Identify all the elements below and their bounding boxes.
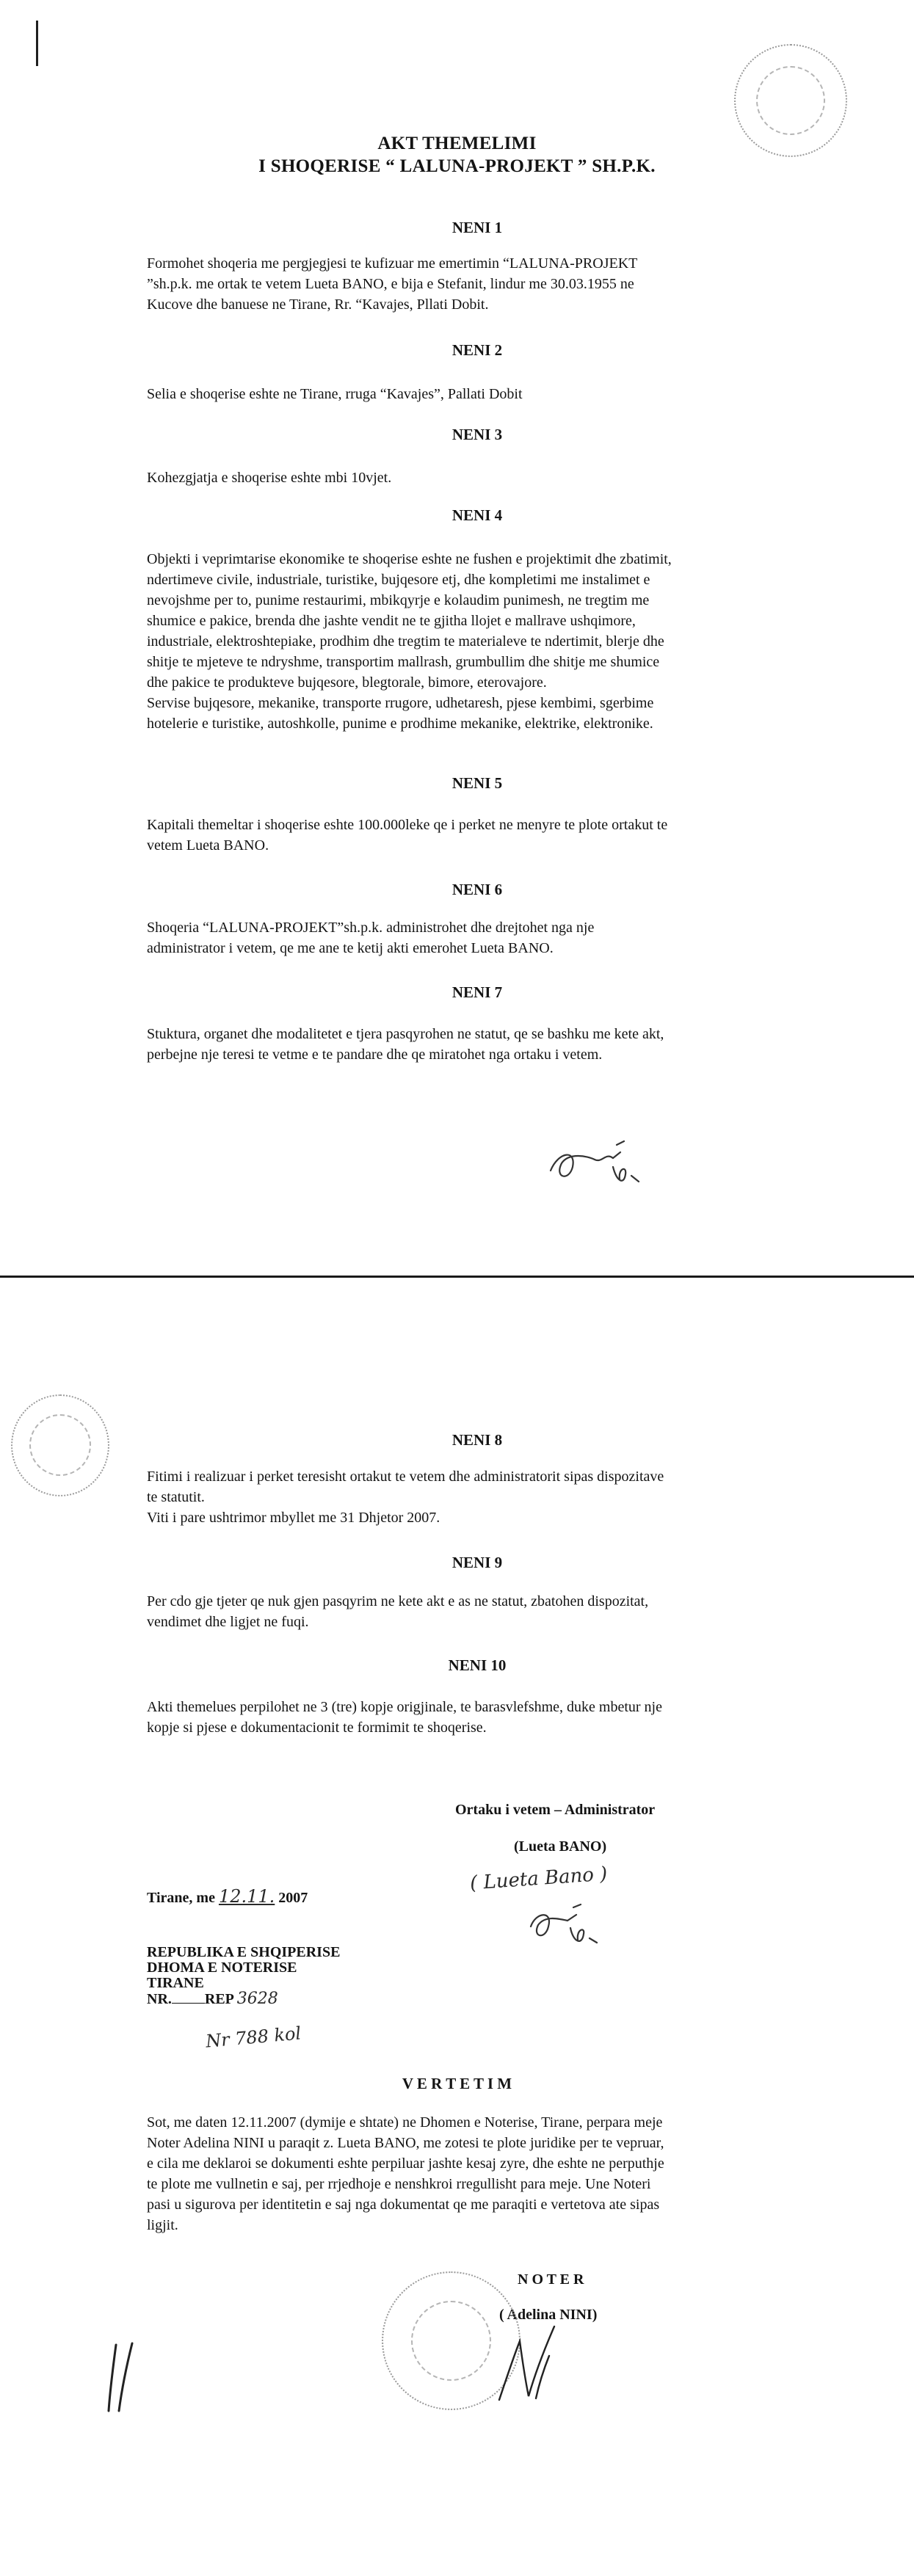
text-line: Fitimi i realizuar i perket teresisht ortakut te vetem dhe administratorit sipas dispozitave bbox=[147, 1469, 664, 1485]
text-line: Kohezgjatja e shoqerise eshte mbi 10vjet. bbox=[147, 470, 392, 486]
noter-name: ( Adelina NINI) bbox=[499, 2307, 598, 2323]
place-date-prefix: Tirane, me bbox=[147, 1890, 215, 1906]
notary-seal-stamp-left-inner bbox=[29, 1414, 91, 1476]
signature-page1 bbox=[543, 1130, 653, 1196]
handwritten-signatory-name: ( Lueta Bano ) bbox=[469, 1863, 609, 1895]
text-line: Noter Adelina NINI u paraqit z. Lueta BANO, me zotesi te plote juridike per te vepruar, bbox=[147, 2135, 664, 2151]
article-heading: NENI 6 bbox=[451, 881, 503, 898]
article-heading: NENI 1 bbox=[451, 219, 503, 236]
notary-seal-stamp-top-inner bbox=[756, 66, 825, 135]
text-line: shumice e pakice, brenda dhe jashte vendit ne te gjitha llojet e mallrave ushqimore, bbox=[147, 613, 636, 629]
article-body bbox=[147, 1697, 811, 1738]
article-body bbox=[147, 549, 811, 734]
text-line: Stuktura, organet dhe modalitetet e tjera pasqyrohen ne statut, qe se bashku me kete akt, bbox=[147, 1026, 664, 1042]
registry-line: TIRANE bbox=[147, 1975, 204, 1991]
place-date bbox=[147, 1886, 308, 1907]
text-line: nevojshme per to, punime restaurimi, mbikqyrje e kolaudim punimesh, ne tregtim me bbox=[147, 592, 650, 608]
text-line: ligjit. bbox=[147, 2217, 178, 2233]
registry-line: REPUBLIKA E SHQIPERISE bbox=[147, 1944, 341, 1960]
text-line: Shoqeria “LALUNA-PROJEKT”sh.p.k. administrohet dhe drejtohet nga nje bbox=[147, 920, 595, 936]
doc-title-line1: AKT THEMELIMI bbox=[377, 134, 537, 153]
article-heading: NENI 8 bbox=[451, 1431, 503, 1449]
text-line: hotelerie e turistike, autoshkolle, punime e prodhime mekanike, elektrike, elektronike. bbox=[147, 716, 653, 732]
registry-number-line bbox=[147, 1991, 340, 2007]
registry-block bbox=[147, 1945, 340, 2007]
text-line: Objekti i veprimtarise ekonomike te shoqerise eshte ne fushen e projektimit dhe zbatimit, bbox=[147, 551, 672, 567]
text-line: vetem Lueta BANO. bbox=[147, 837, 269, 854]
article-body bbox=[147, 467, 811, 488]
signatory-role: Ortaku i vetem – Administrator bbox=[455, 1802, 656, 1818]
text-line: te statutit. bbox=[147, 1489, 205, 1505]
margin-mark bbox=[36, 21, 38, 66]
text-line: Selia e shoqerise eshte ne Tirane, rruga “Kavajes”, Pallati Dobit bbox=[147, 386, 523, 402]
article-heading: NENI 3 bbox=[451, 426, 503, 443]
vertetim-body bbox=[147, 2112, 811, 2235]
text-line: dhe pakice te produkteve bujqesore, blegtorale, bimore, eterovajore. bbox=[147, 674, 547, 691]
registry-rep-handwritten: 3628 bbox=[236, 1990, 278, 2008]
text-line: ”sh.p.k. me ortak te vetem Lueta BANO, e bija e Stefanit, lindur me 30.03.1955 ne bbox=[147, 276, 634, 292]
registry-nr-label: NR. bbox=[147, 1991, 172, 2007]
notary-seal-stamp-bottom-inner bbox=[411, 2301, 491, 2381]
text-line: kopje si pjese e dokumentacionit te formimit te shoqerise. bbox=[147, 1720, 487, 1736]
article-body bbox=[147, 917, 811, 958]
article-body bbox=[147, 1591, 811, 1632]
text-line: ndertimeve civile, industriale, turistike, bujqesore etj, dhe kompletimi me instalimet e bbox=[147, 572, 650, 588]
article-body bbox=[147, 384, 811, 404]
article-body bbox=[147, 815, 811, 856]
text-line: Kapitali themeltar i shoqerise eshte 100.000leke qe i perket ne menyre te plote ortakut te bbox=[147, 817, 668, 833]
registry-extra-handwritten: Nr 788 kol bbox=[205, 2023, 302, 2052]
text-line: Sot, me daten 12.11.2007 (dymije e shtate) ne Dhomen e Noterise, Tirane, perpara meje bbox=[147, 2114, 663, 2131]
text-line: Viti i pare ushtrimor mbyllet me 31 Dhjetor 2007. bbox=[147, 1510, 440, 1526]
registry-line: DHOMA E NOTERISE bbox=[147, 1960, 297, 1976]
text-line: vendimet dhe ligjet ne fuqi. bbox=[147, 1614, 309, 1630]
notary-signature bbox=[485, 2312, 580, 2407]
text-line: perbejne nje teresi te vetme e te pandare dhe qe miratohet nga ortaku i vetem. bbox=[147, 1047, 603, 1063]
text-line: Formohet shoqeria me pergjegjesi te kufizuar me emertimin “LALUNA-PROJEKT bbox=[147, 255, 638, 272]
text-line: pasi u sigurova per identitetin e saj nga dokumentat qe me paraqiti e vertetova ate sipas bbox=[147, 2197, 660, 2213]
text-line: Kucove dhe banuese ne Tirane, Rr. “Kavajes, Pllati Dobit. bbox=[147, 296, 489, 313]
text-line: Akti themelues perpilohet ne 3 (tre) kopje origjinale, te barasvlefshme, duke mbetur nje bbox=[147, 1699, 662, 1715]
vertetim-title: V E R T E T I M bbox=[402, 2075, 512, 2092]
article-heading: NENI 10 bbox=[448, 1656, 507, 1674]
place-date-handwritten: 12.11. bbox=[218, 1886, 275, 1907]
article-heading: NENI 7 bbox=[451, 983, 503, 1001]
doc-title-line2: I SHOQERISE “ LALUNA-PROJEKT ” SH.P.K. bbox=[258, 156, 656, 176]
article-heading: NENI 4 bbox=[451, 506, 503, 524]
text-line: administrator i vetem, qe me ane te ketij akti emerohet Lueta BANO. bbox=[147, 940, 554, 956]
text-line: Servise bujqesore, mekanike, transporte rrugore, udhetaresh, pjese kembimi, sgerbime bbox=[147, 695, 654, 711]
initials-mark bbox=[103, 2337, 139, 2418]
article-heading: NENI 9 bbox=[451, 1554, 503, 1571]
text-line: e cila me deklaroi se dokumenti eshte perpiluar jashte kesaj zyre, dhe eshte ne perputhje bbox=[147, 2155, 664, 2172]
text-line: te plote me vullnetin e saj, per rrjedhoje e nenshkroi rregullisht para meje. Une Noteri bbox=[147, 2176, 651, 2192]
registry-rep-label: REP bbox=[204, 1991, 233, 2007]
article-body bbox=[147, 1024, 811, 1065]
article-body bbox=[147, 1466, 811, 1528]
article-body bbox=[147, 253, 811, 315]
page-divider bbox=[0, 1276, 914, 1278]
signature-page2 bbox=[525, 1897, 613, 1956]
text-line: industriale, elektroshtepiake, prodhim dhe tregtim te materialeve te ndertimit, blerje dhe bbox=[147, 633, 664, 650]
text-line: shitje te mjeteve te ndryshme, transportim mallrash, grumbullim dhe shitje me shumice bbox=[147, 654, 660, 670]
article-heading: NENI 5 bbox=[451, 774, 503, 792]
text-line: Per cdo gje tjeter qe nuk gjen pasqyrim ne kete akt e as ne statut, zbatohen dispozitat, bbox=[147, 1593, 649, 1609]
place-date-year: 2007 bbox=[278, 1890, 308, 1906]
signatory-name: (Lueta BANO) bbox=[514, 1838, 607, 1855]
article-heading: NENI 2 bbox=[451, 341, 503, 359]
noter-label: N O T E R bbox=[518, 2271, 584, 2288]
